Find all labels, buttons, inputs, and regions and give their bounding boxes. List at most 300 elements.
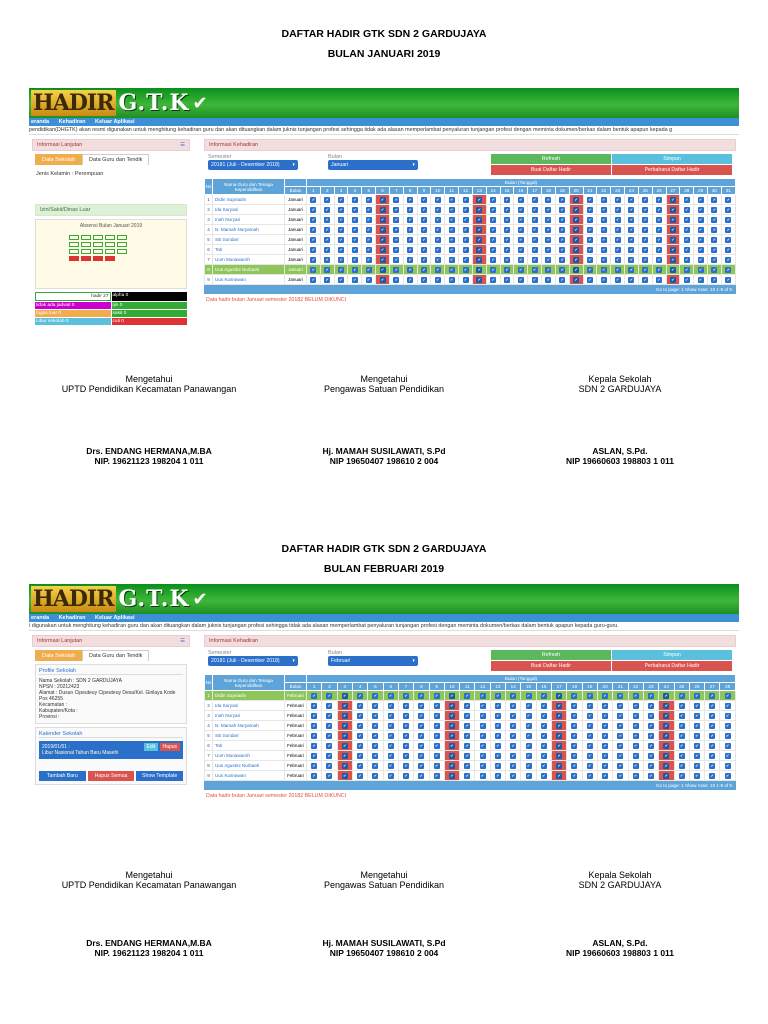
attendance-cell[interactable] <box>552 731 567 741</box>
checkbox-icon[interactable] <box>541 703 547 709</box>
attendance-cell[interactable] <box>521 741 536 751</box>
attendance-cell[interactable] <box>536 761 551 771</box>
attendance-cell[interactable] <box>705 751 720 761</box>
attendance-cell[interactable] <box>613 741 628 751</box>
checkbox-icon[interactable] <box>435 247 441 253</box>
checkbox-icon[interactable] <box>648 753 654 759</box>
checkbox-icon[interactable] <box>559 247 565 253</box>
attendance-cell[interactable] <box>542 205 556 215</box>
attendance-cell[interactable] <box>444 741 459 751</box>
checkbox-icon[interactable] <box>338 267 344 273</box>
attendance-cell[interactable] <box>383 691 398 701</box>
checkbox-icon[interactable] <box>663 753 669 759</box>
checkbox-icon[interactable] <box>725 247 731 253</box>
attendance-cell[interactable] <box>674 771 689 781</box>
attendance-cell[interactable] <box>542 245 556 255</box>
checkbox-icon[interactable] <box>698 247 704 253</box>
checkbox-icon[interactable] <box>725 257 731 263</box>
checkbox-icon[interactable] <box>587 207 593 213</box>
attendance-cell[interactable] <box>705 701 720 711</box>
checkbox-icon[interactable] <box>495 773 501 779</box>
attendance-cell[interactable] <box>721 195 735 205</box>
attendance-cell[interactable] <box>389 275 403 285</box>
teacher-name[interactable]: Inah Nuryati <box>213 711 285 721</box>
checkbox-icon[interactable] <box>526 743 532 749</box>
attendance-cell[interactable] <box>472 205 486 215</box>
attendance-cell[interactable] <box>643 751 658 761</box>
attendance-cell[interactable] <box>352 711 367 721</box>
checkbox-icon[interactable] <box>642 247 648 253</box>
teacher-name[interactable]: N. Mamah Nuryamah <box>213 721 285 731</box>
attendance-cell[interactable] <box>674 751 689 761</box>
attendance-cell[interactable] <box>459 225 473 235</box>
checkbox-icon[interactable] <box>480 743 486 749</box>
checkbox-icon[interactable] <box>372 703 378 709</box>
checkbox-icon[interactable] <box>663 743 669 749</box>
attendance-cell[interactable] <box>689 721 704 731</box>
attendance-cell[interactable] <box>659 761 674 771</box>
attendance-cell[interactable] <box>705 741 720 751</box>
attendance-cell[interactable] <box>445 245 459 255</box>
attendance-cell[interactable] <box>368 691 383 701</box>
checkbox-icon[interactable] <box>679 773 685 779</box>
attendance-cell[interactable] <box>514 195 528 205</box>
checkbox-icon[interactable] <box>532 207 538 213</box>
checkbox-icon[interactable] <box>393 237 399 243</box>
hapus-semua-button[interactable]: Hapus Semua <box>88 771 135 781</box>
attendance-cell[interactable] <box>611 225 625 235</box>
pager[interactable]: Go to page: 1 Show rows: 10 1-9 of 9 <box>204 285 736 294</box>
attendance-cell[interactable] <box>490 751 505 761</box>
checkbox-icon[interactable] <box>403 693 409 699</box>
checkbox-icon[interactable] <box>510 773 516 779</box>
checkbox-icon[interactable] <box>526 763 532 769</box>
checkbox-icon[interactable] <box>518 237 524 243</box>
checkbox-icon[interactable] <box>480 703 486 709</box>
checkbox-icon[interactable] <box>372 713 378 719</box>
checkbox-icon[interactable] <box>480 713 486 719</box>
checkbox-icon[interactable] <box>526 723 532 729</box>
attendance-cell[interactable] <box>514 225 528 235</box>
checkbox-icon[interactable] <box>573 257 579 263</box>
attendance-cell[interactable] <box>555 255 569 265</box>
attendance-cell[interactable] <box>429 731 444 741</box>
attendance-cell[interactable] <box>720 761 736 771</box>
checkbox-icon[interactable] <box>656 227 662 233</box>
attendance-cell[interactable] <box>611 215 625 225</box>
attendance-cell[interactable] <box>398 721 413 731</box>
checkbox-icon[interactable] <box>449 733 455 739</box>
checkbox-icon[interactable] <box>495 763 501 769</box>
attendance-cell[interactable] <box>583 275 597 285</box>
teacher-name[interactable]: Tati <box>213 741 285 751</box>
checkbox-icon[interactable] <box>403 723 409 729</box>
checkbox-icon[interactable] <box>541 773 547 779</box>
checkbox-icon[interactable] <box>633 733 639 739</box>
attendance-cell[interactable] <box>708 255 722 265</box>
checkbox-icon[interactable] <box>694 773 700 779</box>
attendance-cell[interactable] <box>666 215 680 225</box>
attendance-cell[interactable] <box>475 741 490 751</box>
attendance-cell[interactable] <box>666 265 680 275</box>
attendance-cell[interactable] <box>414 731 429 741</box>
checkbox-icon[interactable] <box>694 753 700 759</box>
attendance-cell[interactable] <box>417 195 431 205</box>
attendance-cell[interactable] <box>638 215 652 225</box>
checkbox-icon[interactable] <box>663 773 669 779</box>
attendance-cell[interactable] <box>552 701 567 711</box>
checkbox-icon[interactable] <box>725 693 731 699</box>
attendance-cell[interactable] <box>555 195 569 205</box>
checkbox-icon[interactable] <box>366 277 372 283</box>
attendance-cell[interactable] <box>506 731 521 741</box>
attendance-cell[interactable] <box>555 265 569 275</box>
checkbox-icon[interactable] <box>556 693 562 699</box>
checkbox-icon[interactable] <box>587 277 593 283</box>
checkbox-icon[interactable] <box>656 237 662 243</box>
attendance-cell[interactable] <box>348 245 362 255</box>
attendance-cell[interactable] <box>334 275 348 285</box>
attendance-cell[interactable] <box>680 265 694 275</box>
checkbox-icon[interactable] <box>541 763 547 769</box>
attendance-cell[interactable] <box>555 205 569 215</box>
attendance-cell[interactable] <box>414 741 429 751</box>
buat-daftar-hadir-button[interactable]: Buat Daftar Hadir <box>491 165 611 175</box>
attendance-cell[interactable] <box>429 751 444 761</box>
attendance-cell[interactable] <box>460 771 475 781</box>
attendance-cell[interactable] <box>536 701 551 711</box>
attendance-cell[interactable] <box>680 275 694 285</box>
checkbox-icon[interactable] <box>435 267 441 273</box>
checkbox-icon[interactable] <box>648 743 654 749</box>
attendance-cell[interactable] <box>583 225 597 235</box>
attendance-cell[interactable] <box>583 235 597 245</box>
checkbox-icon[interactable] <box>526 753 532 759</box>
checkbox-icon[interactable] <box>407 277 413 283</box>
attendance-cell[interactable] <box>613 761 628 771</box>
checkbox-icon[interactable] <box>366 207 372 213</box>
attendance-cell[interactable] <box>376 275 390 285</box>
teacher-name[interactable]: Inah Nuryati <box>213 215 285 225</box>
checkbox-icon[interactable] <box>648 723 654 729</box>
checkbox-icon[interactable] <box>633 743 639 749</box>
attendance-cell[interactable] <box>652 205 666 215</box>
checkbox-icon[interactable] <box>670 277 676 283</box>
checkbox-icon[interactable] <box>490 217 496 223</box>
attendance-cell[interactable] <box>337 761 352 771</box>
checkbox-icon[interactable] <box>571 733 577 739</box>
checkbox-icon[interactable] <box>602 753 608 759</box>
checkbox-icon[interactable] <box>380 207 386 213</box>
attendance-cell[interactable] <box>403 215 417 225</box>
attendance-cell[interactable] <box>582 741 597 751</box>
checkbox-icon[interactable] <box>684 197 690 203</box>
checkbox-icon[interactable] <box>324 277 330 283</box>
checkbox-icon[interactable] <box>435 217 441 223</box>
checkbox-icon[interactable] <box>601 277 607 283</box>
checkbox-icon[interactable] <box>510 743 516 749</box>
checkbox-icon[interactable] <box>388 713 394 719</box>
attendance-cell[interactable] <box>708 215 722 225</box>
attendance-cell[interactable] <box>337 731 352 741</box>
attendance-cell[interactable] <box>659 751 674 761</box>
checkbox-icon[interactable] <box>311 693 317 699</box>
checkbox-icon[interactable] <box>407 257 413 263</box>
checkbox-icon[interactable] <box>601 207 607 213</box>
attendance-cell[interactable] <box>334 265 348 275</box>
attendance-cell[interactable] <box>334 245 348 255</box>
attendance-cell[interactable] <box>680 235 694 245</box>
teacher-name[interactable]: Uus Agustini Nurbaeti <box>213 761 285 771</box>
checkbox-icon[interactable] <box>573 267 579 273</box>
checkbox-icon[interactable] <box>434 753 440 759</box>
checkbox-icon[interactable] <box>602 763 608 769</box>
attendance-cell[interactable] <box>383 751 398 761</box>
checkbox-icon[interactable] <box>587 723 593 729</box>
checkbox-icon[interactable] <box>342 733 348 739</box>
attendance-cell[interactable] <box>337 751 352 761</box>
checkbox-icon[interactable] <box>476 277 482 283</box>
checkbox-icon[interactable] <box>357 693 363 699</box>
checkbox-icon[interactable] <box>357 773 363 779</box>
attendance-cell[interactable] <box>475 751 490 761</box>
checkbox-icon[interactable] <box>628 197 634 203</box>
attendance-cell[interactable] <box>383 701 398 711</box>
attendance-cell[interactable] <box>528 255 542 265</box>
attendance-cell[interactable] <box>472 225 486 235</box>
checkbox-icon[interactable] <box>449 773 455 779</box>
attendance-cell[interactable] <box>362 225 376 235</box>
checkbox-icon[interactable] <box>449 267 455 273</box>
checkbox-icon[interactable] <box>434 743 440 749</box>
checkbox-icon[interactable] <box>449 763 455 769</box>
attendance-cell[interactable] <box>611 235 625 245</box>
attendance-cell[interactable] <box>500 245 514 255</box>
checkbox-icon[interactable] <box>504 247 510 253</box>
checkbox-icon[interactable] <box>663 733 669 739</box>
checkbox-icon[interactable] <box>421 197 427 203</box>
checkbox-icon[interactable] <box>352 267 358 273</box>
checkbox-icon[interactable] <box>418 693 424 699</box>
checkbox-icon[interactable] <box>372 773 378 779</box>
attendance-cell[interactable] <box>486 255 500 265</box>
checkbox-icon[interactable] <box>342 703 348 709</box>
attendance-cell[interactable] <box>625 265 639 275</box>
attendance-cell[interactable] <box>536 711 551 721</box>
checkbox-icon[interactable] <box>615 197 621 203</box>
attendance-cell[interactable] <box>389 265 403 275</box>
attendance-cell[interactable] <box>528 225 542 235</box>
checkbox-icon[interactable] <box>418 763 424 769</box>
attendance-cell[interactable] <box>348 235 362 245</box>
checkbox-icon[interactable] <box>601 217 607 223</box>
attendance-cell[interactable] <box>417 265 431 275</box>
attendance-cell[interactable] <box>528 215 542 225</box>
attendance-cell[interactable] <box>555 235 569 245</box>
attendance-cell[interactable] <box>472 265 486 275</box>
attendance-cell[interactable] <box>445 275 459 285</box>
attendance-cell[interactable] <box>720 751 736 761</box>
checkbox-icon[interactable] <box>711 237 717 243</box>
attendance-cell[interactable] <box>552 761 567 771</box>
checkbox-icon[interactable] <box>357 743 363 749</box>
checkbox-icon[interactable] <box>617 703 623 709</box>
checkbox-icon[interactable] <box>310 237 316 243</box>
attendance-cell[interactable] <box>362 195 376 205</box>
attendance-cell[interactable] <box>611 275 625 285</box>
checkbox-icon[interactable] <box>601 197 607 203</box>
attendance-cell[interactable] <box>398 711 413 721</box>
checkbox-icon[interactable] <box>463 247 469 253</box>
checkbox-icon[interactable] <box>709 743 715 749</box>
attendance-cell[interactable] <box>398 761 413 771</box>
attendance-cell[interactable] <box>459 235 473 245</box>
attendance-cell[interactable] <box>628 721 643 731</box>
checkbox-icon[interactable] <box>324 217 330 223</box>
checkbox-icon[interactable] <box>633 763 639 769</box>
checkbox-icon[interactable] <box>615 217 621 223</box>
checkbox-icon[interactable] <box>393 267 399 273</box>
attendance-cell[interactable] <box>705 711 720 721</box>
checkbox-icon[interactable] <box>545 227 551 233</box>
menu-item-beranda[interactable]: eranda <box>31 615 50 621</box>
attendance-cell[interactable] <box>444 751 459 761</box>
attendance-cell[interactable] <box>431 275 445 285</box>
attendance-cell[interactable] <box>352 691 367 701</box>
checkbox-icon[interactable] <box>656 247 662 253</box>
checkbox-icon[interactable] <box>559 267 565 273</box>
checkbox-icon[interactable] <box>504 267 510 273</box>
checkbox-icon[interactable] <box>480 763 486 769</box>
attendance-cell[interactable] <box>582 701 597 711</box>
attendance-cell[interactable] <box>613 691 628 701</box>
attendance-cell[interactable] <box>459 195 473 205</box>
checkbox-icon[interactable] <box>587 743 593 749</box>
checkbox-icon[interactable] <box>311 763 317 769</box>
checkbox-icon[interactable] <box>342 763 348 769</box>
checkbox-icon[interactable] <box>532 277 538 283</box>
checkbox-icon[interactable] <box>518 267 524 273</box>
attendance-cell[interactable] <box>597 711 612 721</box>
attendance-cell[interactable] <box>472 245 486 255</box>
attendance-cell[interactable] <box>460 701 475 711</box>
attendance-cell[interactable] <box>460 751 475 761</box>
checkbox-icon[interactable] <box>679 713 685 719</box>
checkbox-icon[interactable] <box>504 197 510 203</box>
checkbox-icon[interactable] <box>587 713 593 719</box>
attendance-cell[interactable] <box>475 771 490 781</box>
attendance-cell[interactable] <box>322 731 337 741</box>
checkbox-icon[interactable] <box>571 763 577 769</box>
attendance-cell[interactable] <box>514 255 528 265</box>
checkbox-icon[interactable] <box>464 703 470 709</box>
attendance-cell[interactable] <box>322 711 337 721</box>
checkbox-icon[interactable] <box>711 257 717 263</box>
checkbox-icon[interactable] <box>464 743 470 749</box>
attendance-cell[interactable] <box>403 245 417 255</box>
checkbox-icon[interactable] <box>463 197 469 203</box>
attendance-cell[interactable] <box>611 265 625 275</box>
attendance-cell[interactable] <box>597 741 612 751</box>
checkbox-icon[interactable] <box>642 207 648 213</box>
checkbox-icon[interactable] <box>698 267 704 273</box>
checkbox-icon[interactable] <box>587 247 593 253</box>
checkbox-icon[interactable] <box>709 723 715 729</box>
attendance-cell[interactable] <box>307 265 321 275</box>
checkbox-icon[interactable] <box>628 257 634 263</box>
attendance-cell[interactable] <box>689 741 704 751</box>
teacher-name[interactable]: Uum Munawaroh <box>213 255 285 265</box>
attendance-cell[interactable] <box>500 275 514 285</box>
checkbox-icon[interactable] <box>310 207 316 213</box>
attendance-cell[interactable] <box>417 235 431 245</box>
checkbox-icon[interactable] <box>421 217 427 223</box>
attendance-cell[interactable] <box>643 721 658 731</box>
checkbox-icon[interactable] <box>324 207 330 213</box>
checkbox-icon[interactable] <box>380 197 386 203</box>
attendance-cell[interactable] <box>352 761 367 771</box>
attendance-cell[interactable] <box>638 255 652 265</box>
checkbox-icon[interactable] <box>545 257 551 263</box>
checkbox-icon[interactable] <box>648 763 654 769</box>
attendance-cell[interactable] <box>659 741 674 751</box>
checkbox-icon[interactable] <box>559 277 565 283</box>
attendance-cell[interactable] <box>322 721 337 731</box>
attendance-cell[interactable] <box>625 245 639 255</box>
checkbox-icon[interactable] <box>338 217 344 223</box>
checkbox-icon[interactable] <box>476 207 482 213</box>
attendance-cell[interactable] <box>348 205 362 215</box>
checkbox-icon[interactable] <box>407 207 413 213</box>
attendance-cell[interactable] <box>368 751 383 761</box>
attendance-cell[interactable] <box>431 195 445 205</box>
checkbox-icon[interactable] <box>615 277 621 283</box>
attendance-cell[interactable] <box>444 731 459 741</box>
checkbox-icon[interactable] <box>388 773 394 779</box>
attendance-cell[interactable] <box>362 255 376 265</box>
attendance-cell[interactable] <box>528 265 542 275</box>
attendance-cell[interactable] <box>555 245 569 255</box>
attendance-cell[interactable] <box>322 741 337 751</box>
checkbox-icon[interactable] <box>709 693 715 699</box>
attendance-cell[interactable] <box>383 731 398 741</box>
checkbox-icon[interactable] <box>480 753 486 759</box>
attendance-cell[interactable] <box>398 771 413 781</box>
checkbox-icon[interactable] <box>587 267 593 273</box>
attendance-cell[interactable] <box>652 225 666 235</box>
checkbox-icon[interactable] <box>476 217 482 223</box>
attendance-cell[interactable] <box>659 721 674 731</box>
checkbox-icon[interactable] <box>310 277 316 283</box>
checkbox-icon[interactable] <box>684 257 690 263</box>
menu-item-beranda[interactable]: eranda <box>31 119 50 125</box>
checkbox-icon[interactable] <box>510 733 516 739</box>
attendance-cell[interactable] <box>652 235 666 245</box>
checkbox-icon[interactable] <box>684 277 690 283</box>
checkbox-icon[interactable] <box>357 733 363 739</box>
checkbox-icon[interactable] <box>310 197 316 203</box>
checkbox-icon[interactable] <box>648 703 654 709</box>
attendance-cell[interactable] <box>613 721 628 731</box>
attendance-cell[interactable] <box>362 215 376 225</box>
attendance-cell[interactable] <box>429 771 444 781</box>
attendance-cell[interactable] <box>307 245 321 255</box>
attendance-cell[interactable] <box>398 741 413 751</box>
menu-item-kehadiran[interactable]: Kehadiran <box>58 119 86 125</box>
attendance-cell[interactable] <box>445 255 459 265</box>
checkbox-icon[interactable] <box>435 197 441 203</box>
checkbox-icon[interactable] <box>587 733 593 739</box>
